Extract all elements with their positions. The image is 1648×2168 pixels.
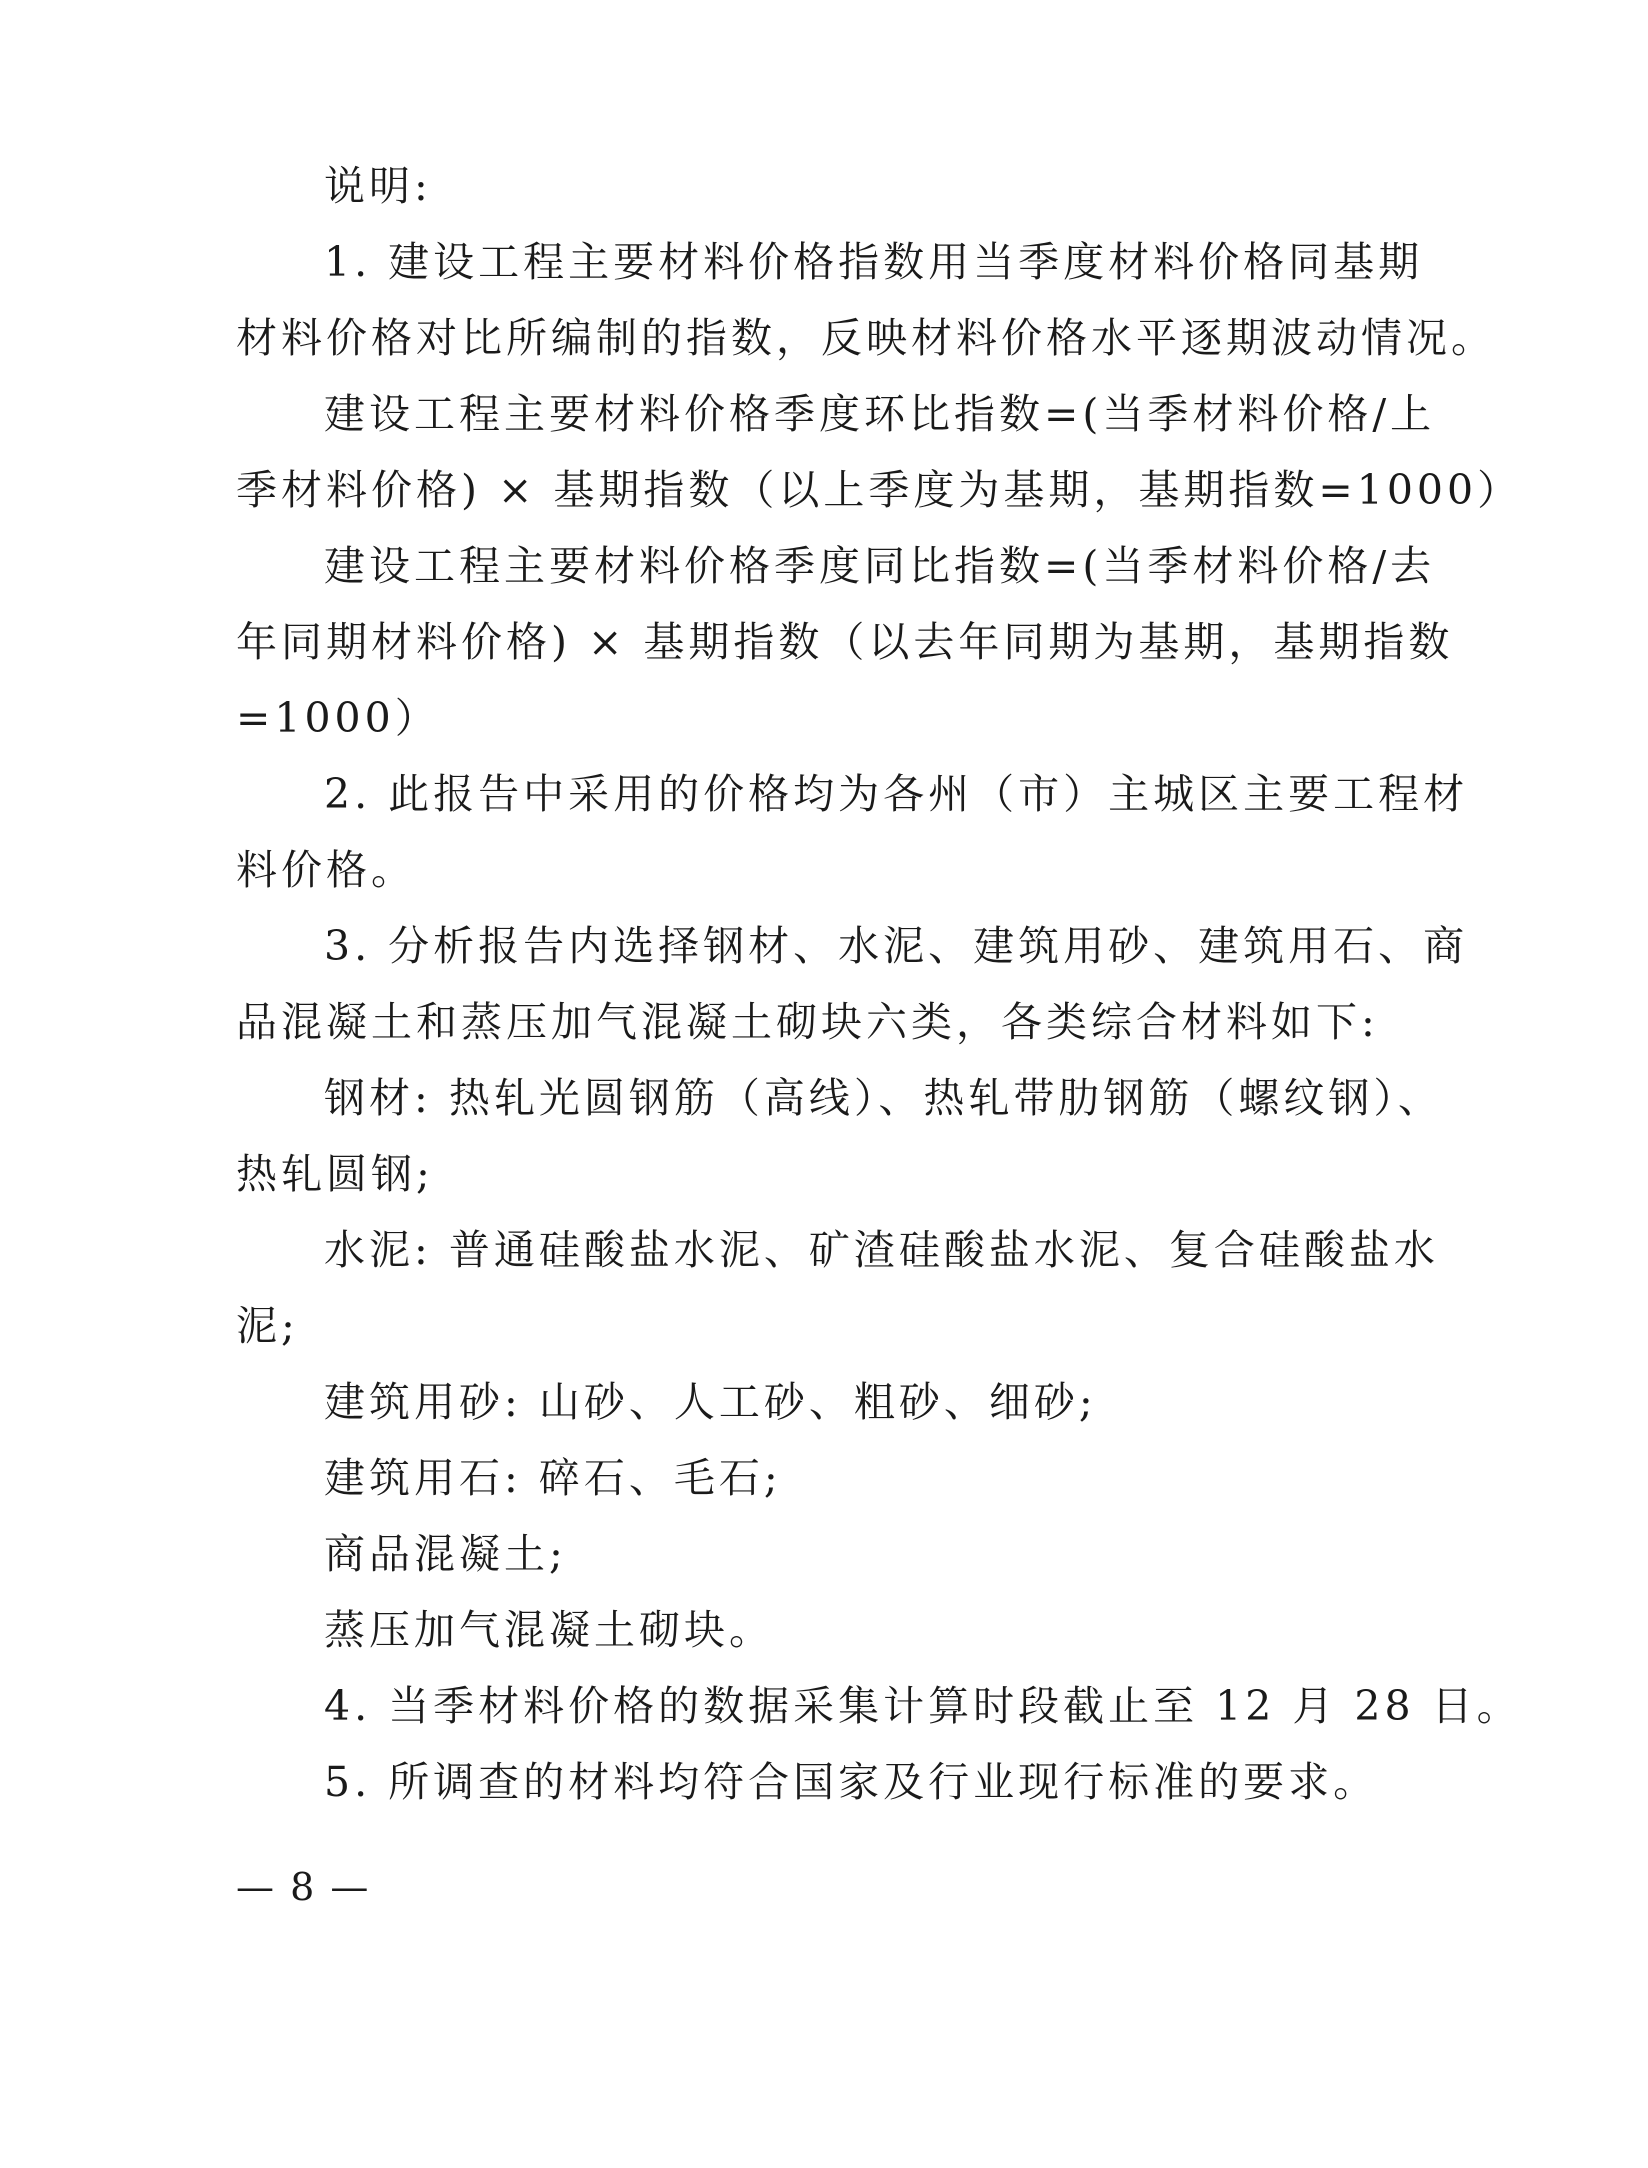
paragraph-line: 蒸压加气混凝土砌块。 [324, 1606, 774, 1654]
paragraph-line: 材料价格对比所编制的指数，反映材料价格水平逐期波动情况。 [236, 314, 1496, 362]
paragraph-line: 1. 建设工程主要材料价格指数用当季度材料价格同基期 [324, 238, 1424, 286]
paragraph-line: 建设工程主要材料价格季度环比指数=(当季材料价格/上 [324, 390, 1436, 438]
paragraph-line: 品混凝土和蒸压加气混凝土砌块六类，各类综合材料如下: [236, 998, 1379, 1046]
paragraph-line: 2. 此报告中采用的价格均为各州（市）主城区主要工程材 [324, 770, 1469, 818]
paragraph-line: 季材料价格) × 基期指数（以上季度为基期，基期指数=1000） [236, 466, 1523, 514]
document-body [236, 148, 1523, 1820]
paragraph-line: 热轧圆钢; [236, 1150, 434, 1198]
paragraph-line: 3. 分析报告内选择钢材、水泥、建筑用砂、建筑用石、商 [324, 922, 1469, 970]
paragraph-line: 建设工程主要材料价格季度同比指数=(当季材料价格/去 [324, 542, 1436, 590]
paragraph-line: 水泥: 普通硅酸盐水泥、矿渣硅酸盐水泥、复合硅酸盐水 [324, 1226, 1439, 1274]
notes-heading: 说明: [324, 162, 432, 210]
paragraph-line: 商品混凝土; [324, 1530, 567, 1578]
paragraph-line: 料价格。 [236, 846, 416, 894]
paragraph-line: 建筑用砂: 山砂、人工砂、粗砂、细砂; [324, 1378, 1097, 1426]
paragraph-line: 4. 当季材料价格的数据采集计算时段截止至 12 月 28 日。 [324, 1682, 1522, 1730]
paragraph-line: =1000） [236, 694, 440, 742]
paragraph-line: 5. 所调查的材料均符合国家及行业现行标准的要求。 [324, 1758, 1379, 1806]
paragraph-line: 年同期材料价格) × 基期指数（以去年同期为基期，基期指数 [236, 618, 1454, 666]
page-number: — 8 — [236, 1865, 371, 1909]
paragraph-line: 建筑用石: 碎石、毛石; [324, 1454, 782, 1502]
paragraph-line: 泥; [236, 1302, 299, 1350]
paragraph-line: 钢材: 热轧光圆钢筋（高线）、热轧带肋钢筋（螺纹钢）、 [324, 1074, 1443, 1122]
